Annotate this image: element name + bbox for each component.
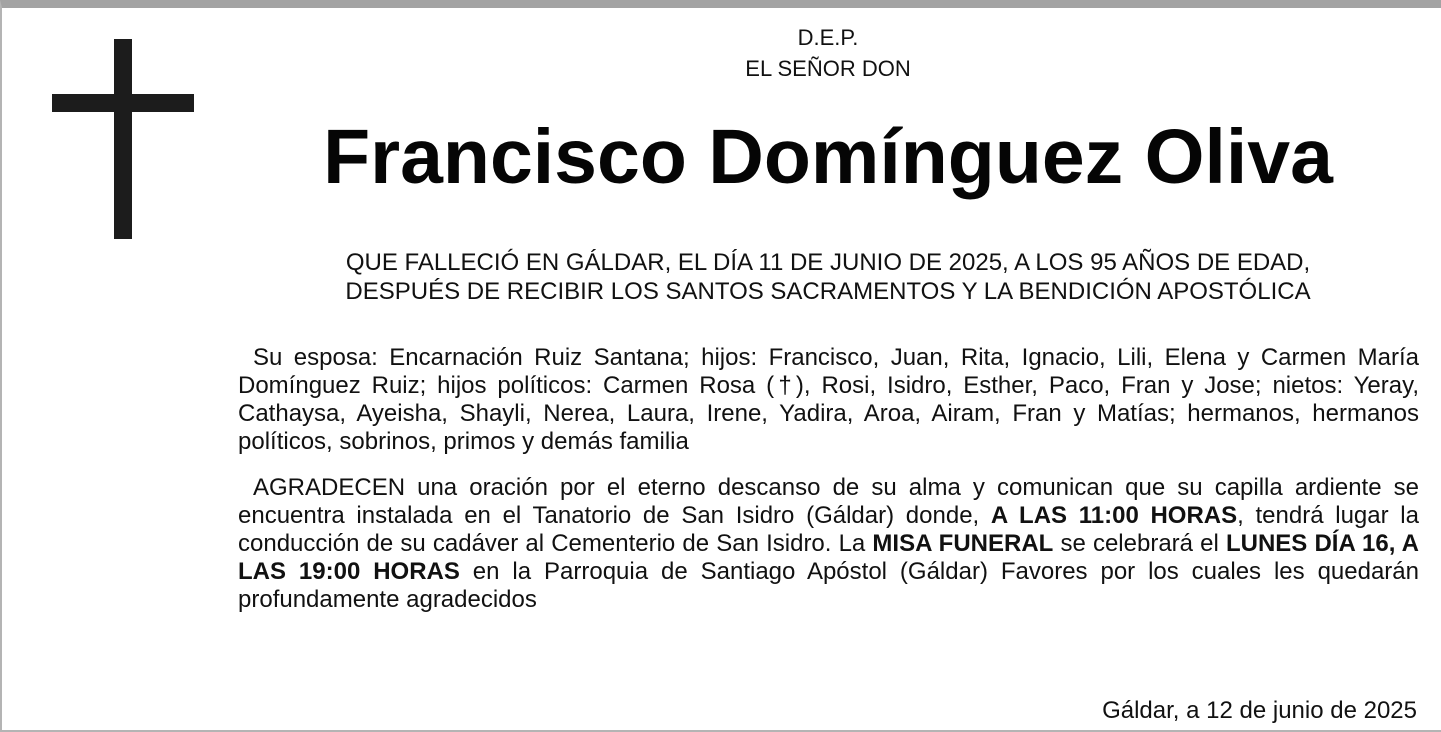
announcement-paragraph: [238, 474, 1419, 614]
death-notice-line-1: QUE FALLECIÓ EN GÁLDAR, EL DÍA 11 DE JUNIO DE 2025, A LOS 95 AÑOS DE EDAD,: [345, 249, 1311, 276]
announcement-text-4: en la Parroquia de Santiago Apóstol (Gáldar) Favores por los cuales les quedarán profundamente agradecidos: [238, 558, 1419, 613]
cross-icon: [52, 39, 194, 239]
family-paragraph: Su esposa: Encarnación Ruiz Santana; hijos: Francisco, Juan, Rita, Ignacio, Lili, Elena y Carmen María Domínguez Ruiz; hijos políticos: Carmen Rosa (†), Rosi, Isidro, Esther, Paco, Fran y Jose; nietos: Yeray, Cathaysa, Ayeisha, Shayli, Nerea, Laura, Irene, Yadira, Aroa, Airam, Fran y Matías; hermanos, hermanos políticos, sobrinos, primos y demás familia: [238, 344, 1419, 455]
funeral-mass-date: LUNES DÍA 16, A LAS 19:00 HORAS: [238, 530, 1419, 585]
funeral-mass-label: MISA FUNERAL: [872, 530, 1054, 557]
place-and-date: Gáldar, a 12 de junio de 2025: [1102, 697, 1417, 724]
death-notice-line-2: DESPUÉS DE RECIBIR LOS SANTOS SACRAMENTOS Y LA BENDICIÓN APOSTÓLICA: [345, 278, 1311, 305]
announcement-text-1: AGRADECEN una oración por el eterno descanso de su alma y comunican que su capilla ardiente se encuentra instalada en el Tanatorio de San Isidro (Gáldar) donde,: [238, 474, 1419, 529]
honorific-heading: EL SEÑOR DON: [745, 56, 911, 81]
death-notice: [238, 248, 1418, 306]
announcement-text-2: , tendrá lugar la conducción de su cadáver al Cementerio de San Isidro. La: [238, 502, 1419, 557]
announcement-text-3: se celebrará el: [1053, 530, 1226, 557]
conduction-time: A LAS 11:00 HORAS: [990, 502, 1238, 529]
dep-heading: D.E.P.: [797, 25, 859, 50]
deceased-name: Francisco Domínguez Oliva: [323, 114, 1333, 200]
